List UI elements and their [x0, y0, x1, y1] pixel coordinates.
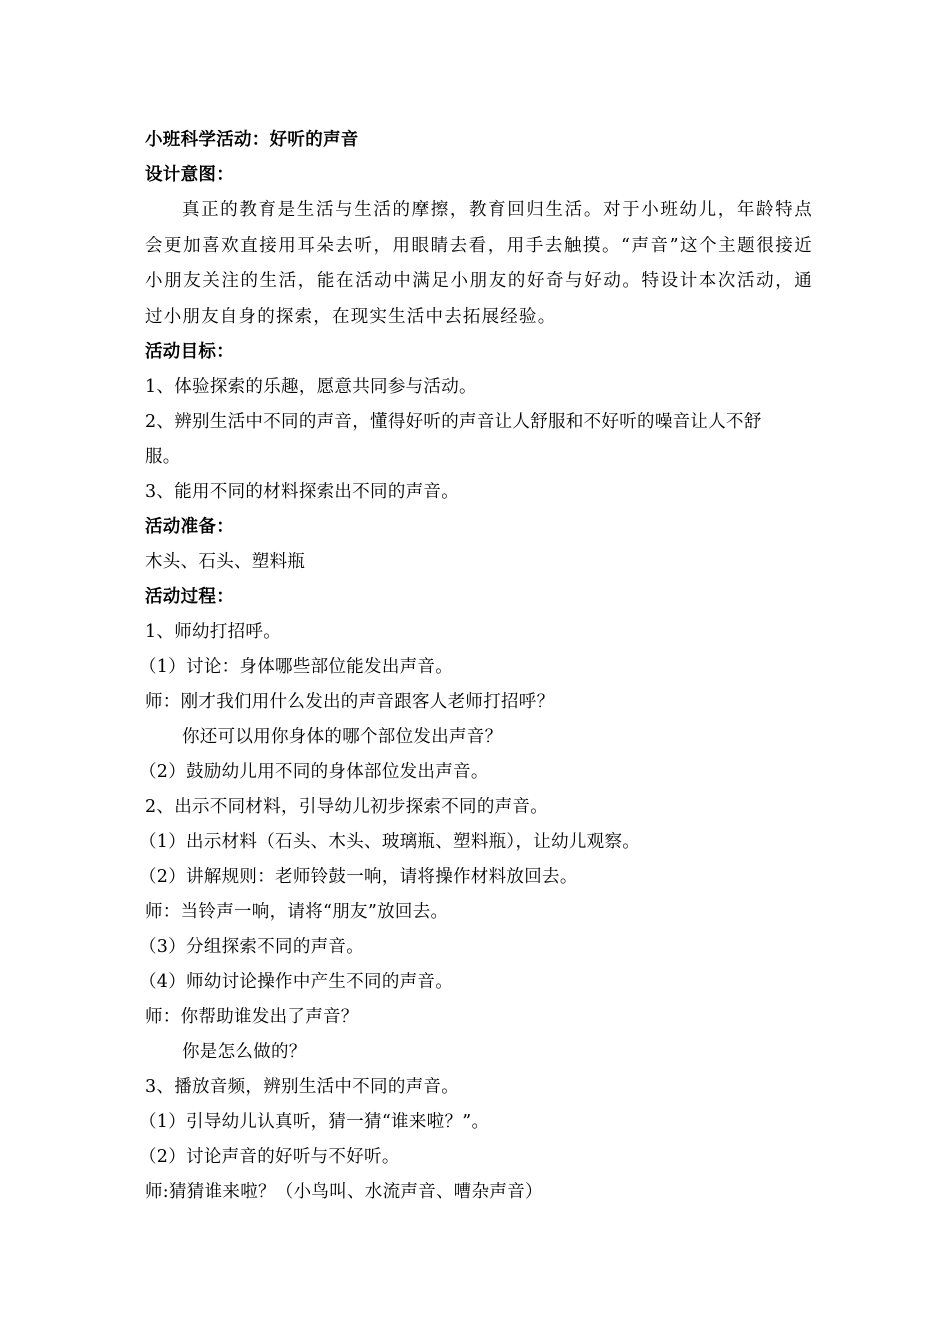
teacher-line-continued: 你还可以用你身体的哪个部位发出声音？ — [182, 727, 503, 747]
teacher-line-continued: 你是怎么做的？ — [182, 1042, 307, 1062]
process-step: 1、师幼打招呼。 — [145, 622, 282, 642]
goal-item: 1、体验探索的乐趣，愿意共同参与活动。 — [145, 377, 477, 397]
goal-item-continuation: 服。 — [145, 447, 181, 467]
process-substep: （1）出示材料（石头、木头、玻璃瓶、塑料瓶），让幼儿观察。 — [139, 832, 641, 852]
process-substep: （4）师幼讨论操作中产生不同的声音。 — [139, 972, 454, 992]
document-title: 小班科学活动：好听的声音 — [145, 130, 359, 150]
goal-item: 2、辨别生活中不同的声音，懂得好听的声音让人舒服和不好听的噪音让人不舒 — [145, 412, 762, 432]
teacher-line: 师:猜猜谁来啦？（小鸟叫、水流声音、嘈杂声音） — [145, 1182, 543, 1202]
design-intent-paragraph: 真正的教育是生活与生活的摩擦，教育回归生活。对于小班幼儿，年龄特点会更加喜欢直接用耳朵去听，用眼睛去看，用手去触摸。“声音”这个主题很接近小朋友关注的生活，能在活动中满足小朋友的好奇与好动。特设计本次活动，通过小朋友自身的探索，在现实生活中去拓展经验。 — [145, 200, 813, 327]
teacher-line: 师：你帮助谁发出了声音？ — [145, 1007, 359, 1027]
process-substep: （1）引导幼儿认真听，猜一猜“谁来啦？”。 — [139, 1112, 490, 1132]
heading-process: 活动过程： — [145, 587, 234, 607]
heading-goals: 活动目标： — [145, 342, 234, 362]
process-substep: （1）讨论：身体哪些部位能发出声音。 — [139, 657, 454, 677]
document-body — [139, 123, 813, 1210]
heading-design-intent: 设计意图： — [145, 165, 234, 185]
process-substep: （2）鼓励幼儿用不同的身体部位发出声音。 — [139, 762, 489, 782]
process-step: 3、播放音频，辨别生活中不同的声音。 — [145, 1077, 460, 1097]
teacher-line: 师：当铃声一响，请将“朋友”放回去。 — [145, 902, 449, 922]
goal-item: 3、能用不同的材料探索出不同的声音。 — [145, 482, 460, 502]
teacher-line: 师：刚才我们用什么发出的声音跟客人老师打招呼？ — [145, 692, 555, 712]
heading-preparation: 活动准备： — [145, 517, 234, 537]
process-substep: （3）分组探索不同的声音。 — [139, 937, 365, 957]
process-substep: （2）讨论声音的好听与不好听。 — [139, 1147, 400, 1167]
process-substep: （2）讲解规则：老师铃鼓一响，请将操作材料放回去。 — [139, 867, 578, 887]
preparation-materials: 木头、石头、塑料瓶 — [145, 552, 306, 572]
process-step: 2、出示不同材料，引导幼儿初步探索不同的声音。 — [145, 797, 549, 817]
